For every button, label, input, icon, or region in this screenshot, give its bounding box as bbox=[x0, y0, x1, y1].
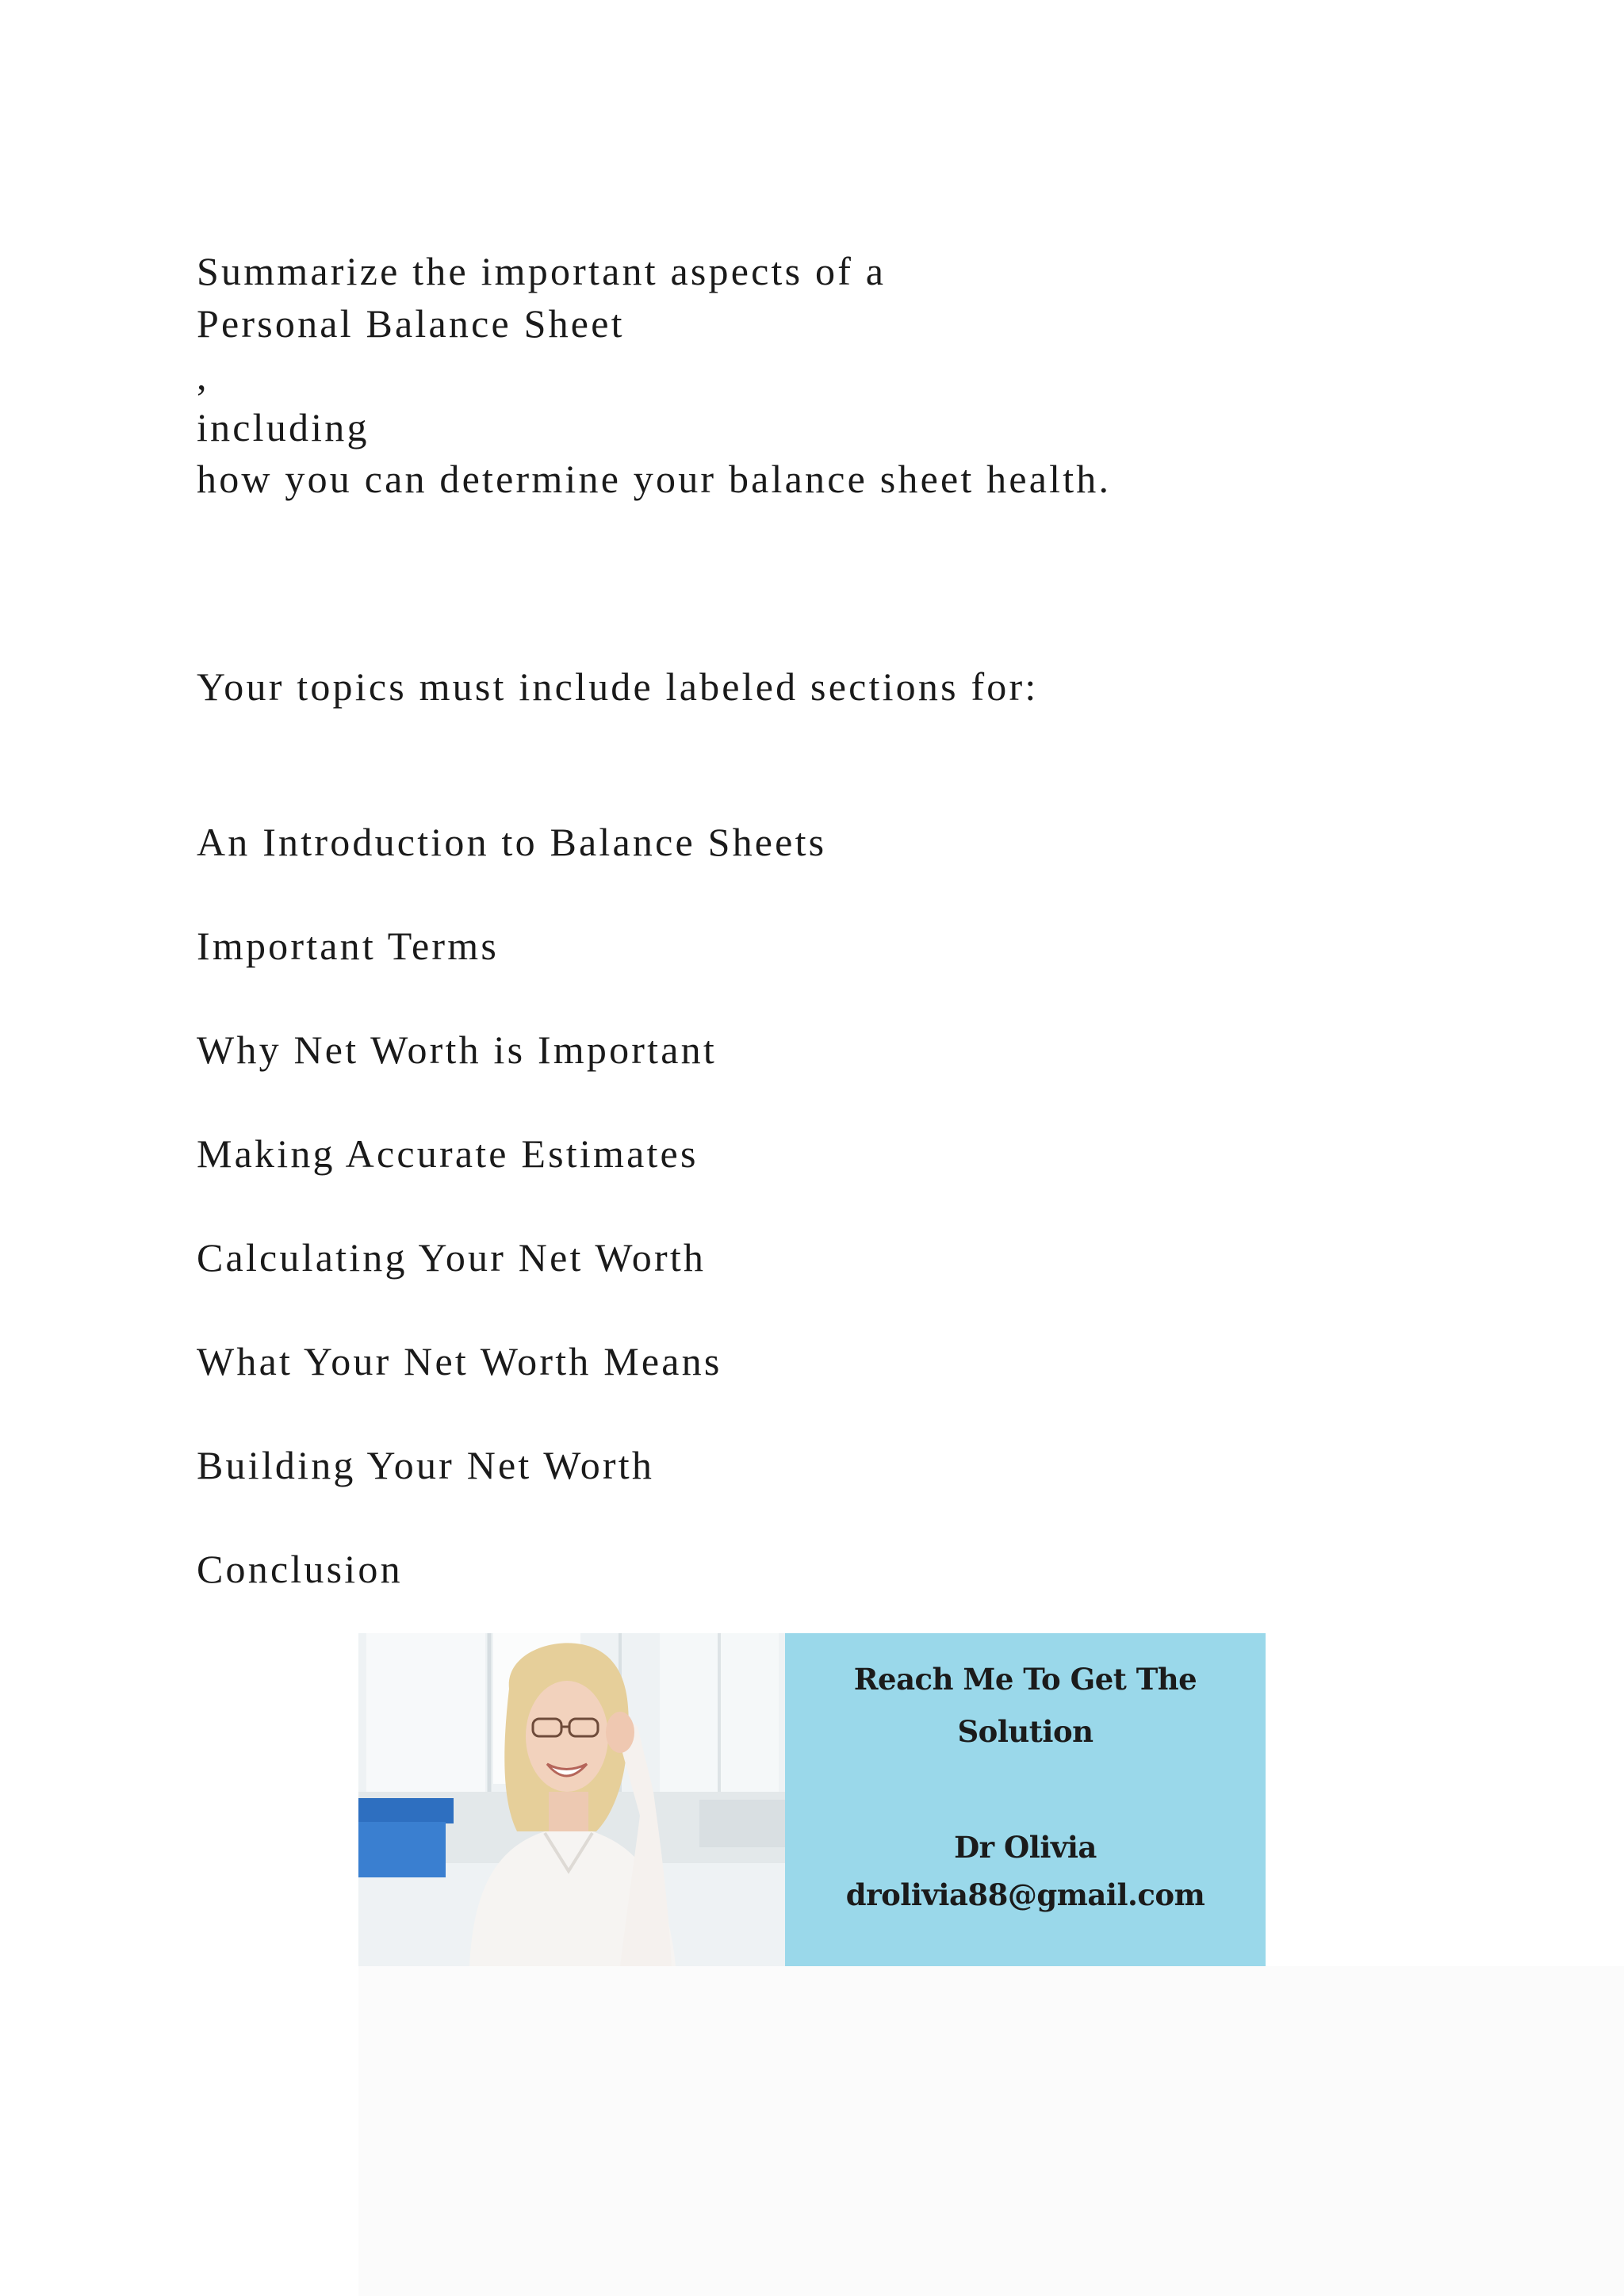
section-item-building: Building Your Net Worth bbox=[197, 1443, 655, 1487]
cta-line-2: Solution bbox=[957, 1714, 1094, 1749]
intro-line-1: Summarize the important aspects of a bbox=[197, 249, 887, 293]
section-item-accurate-estimates: Making Accurate Estimates bbox=[197, 1131, 699, 1176]
contact-email: drolivia88@gmail.com bbox=[845, 1877, 1205, 1912]
contact-banner bbox=[358, 1633, 1266, 1966]
contact-name: Dr Olivia bbox=[954, 1830, 1097, 1865]
faint-background-area bbox=[358, 1966, 1624, 2296]
intro-line-3: , bbox=[197, 354, 209, 398]
section-item-introduction: An Introduction to Balance Sheets bbox=[197, 820, 827, 864]
section-item-conclusion: Conclusion bbox=[197, 1547, 403, 1591]
section-item-important-terms: Important Terms bbox=[197, 924, 500, 968]
contact-panel bbox=[785, 1633, 1266, 1966]
section-item-calculating: Calculating Your Net Worth bbox=[197, 1235, 707, 1280]
woman-photo bbox=[358, 1633, 785, 1966]
intro-line-2: Personal Balance Sheet bbox=[197, 301, 625, 346]
section-item-why-net-worth: Why Net Worth is Important bbox=[197, 1027, 717, 1072]
cta-line-1: Reach Me To Get The bbox=[853, 1662, 1197, 1697]
intro-line-4: including bbox=[197, 405, 370, 450]
intro-line-5: how you can determine your balance sheet health. bbox=[197, 457, 1112, 501]
section-item-what-it-means: What Your Net Worth Means bbox=[197, 1339, 722, 1383]
topics-intro: Your topics must include labeled sections for: bbox=[197, 664, 1039, 709]
